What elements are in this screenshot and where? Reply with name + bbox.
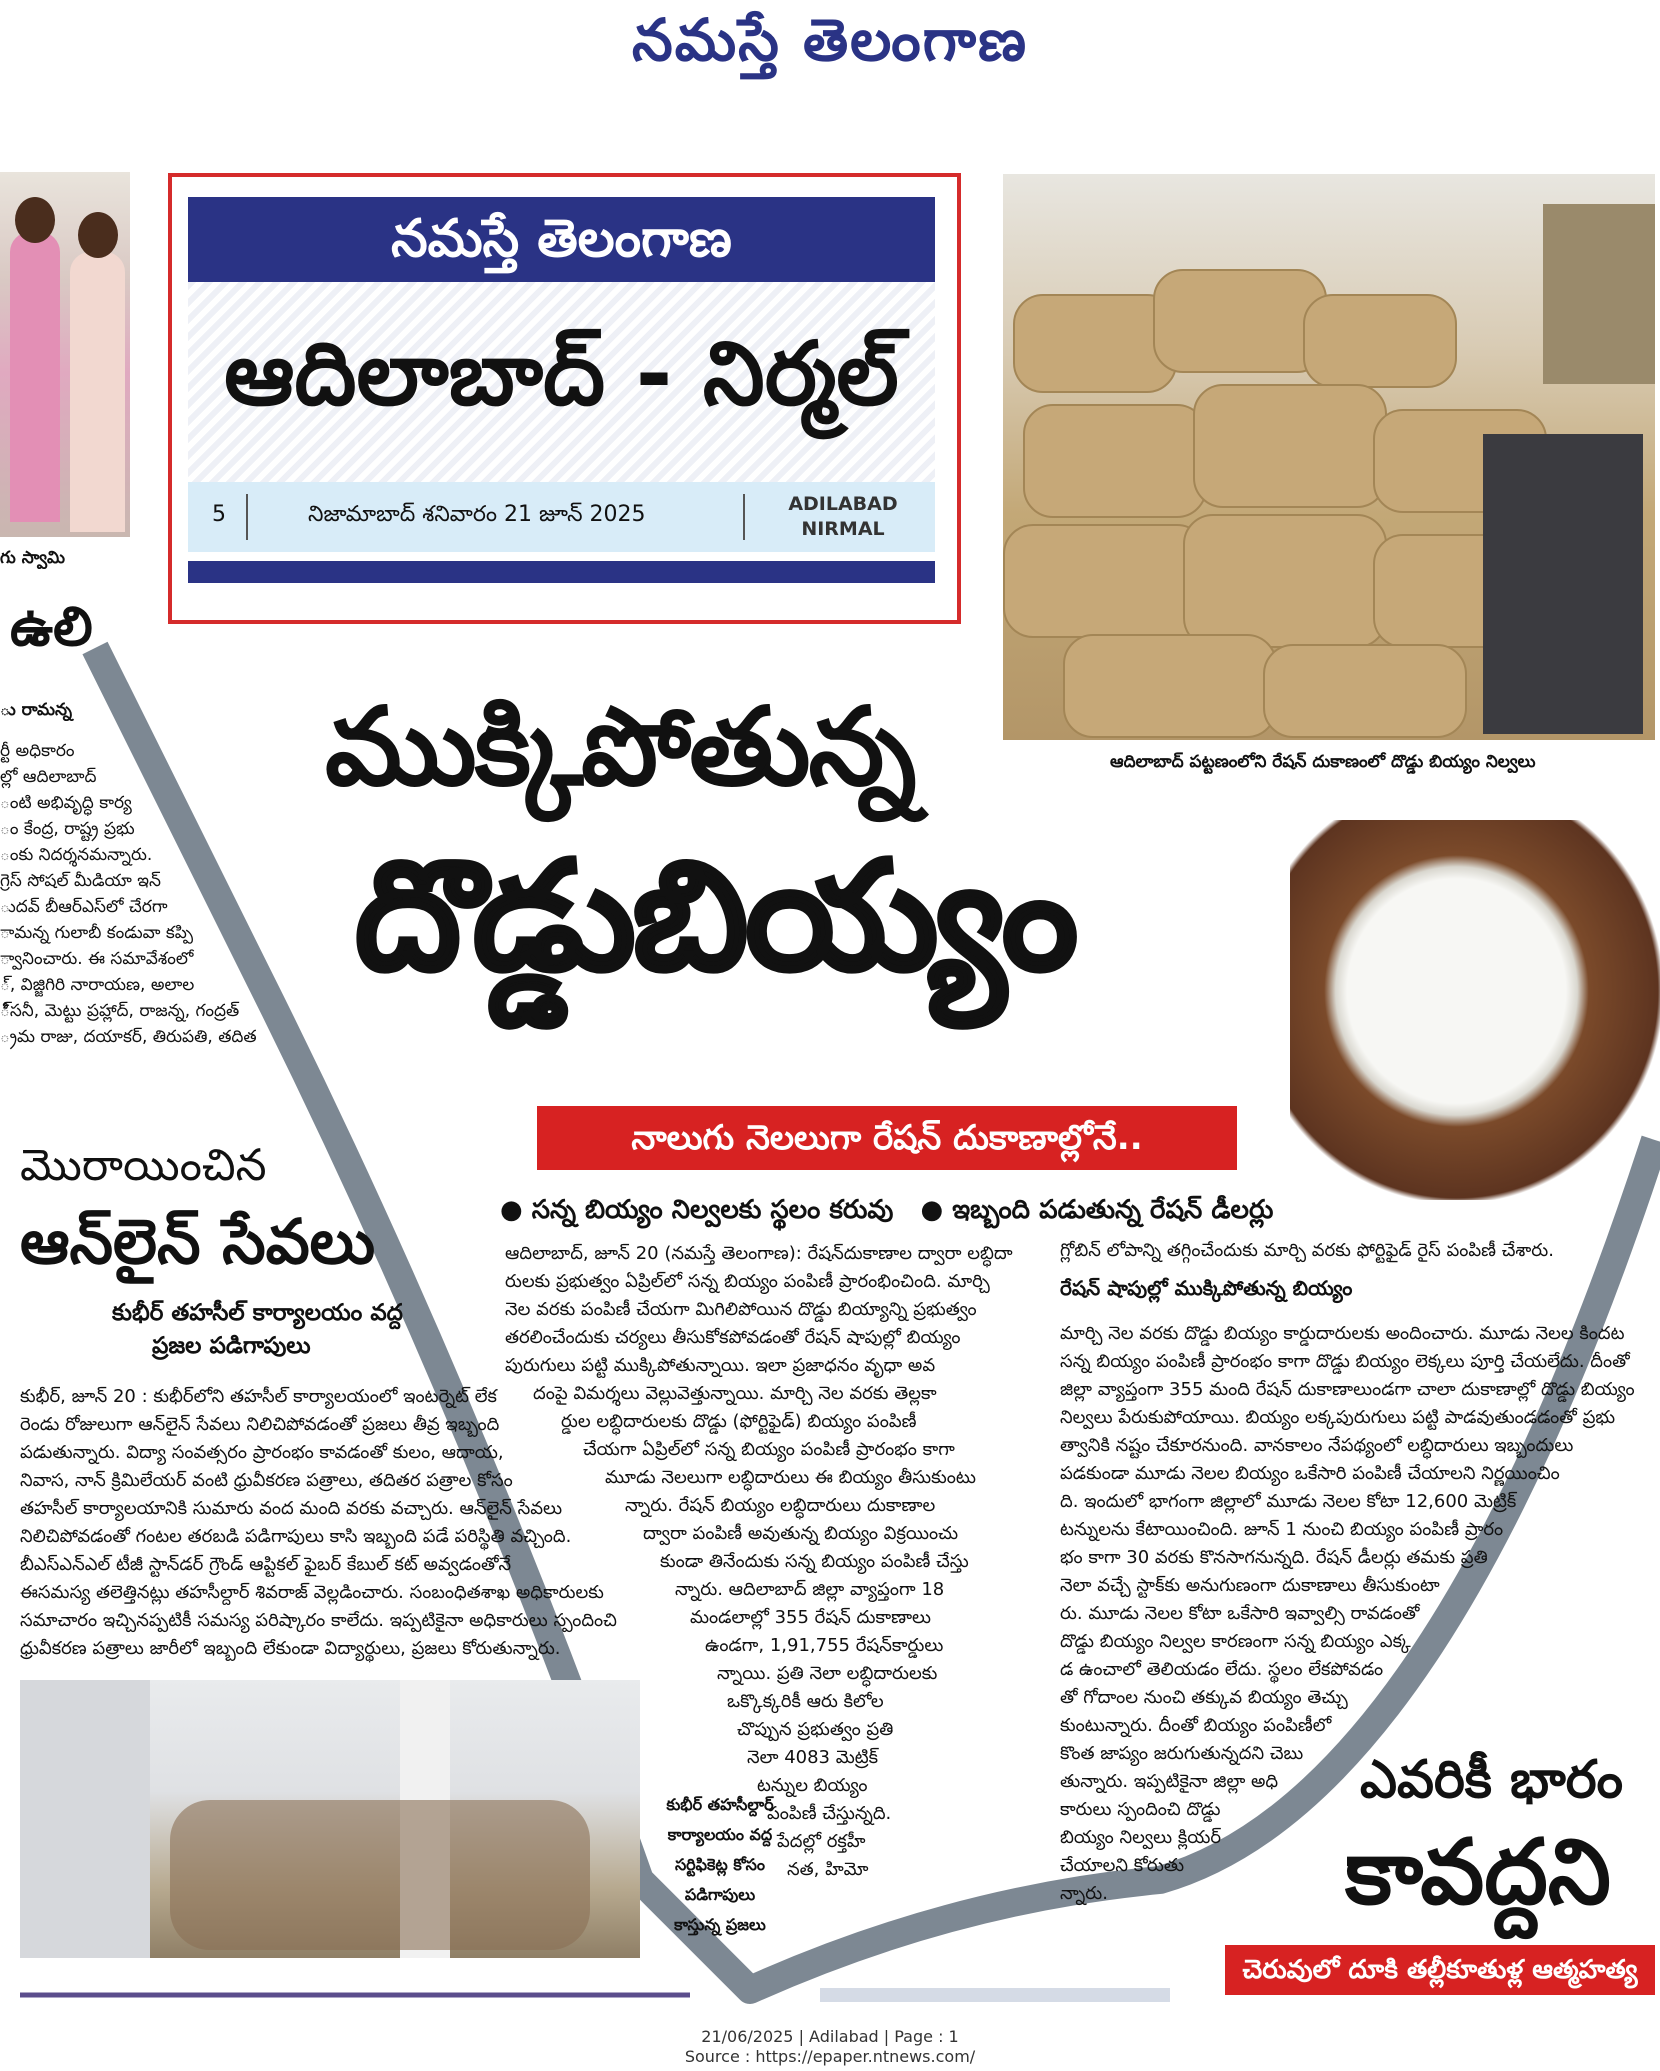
rice-sacks-photo xyxy=(1003,174,1655,740)
photo-caption-fragment: గు స్వామి xyxy=(0,548,66,568)
right-column-subhead: రేషన్ షాపుల్లో ముక్కిపోతున్న బియ్యం xyxy=(1060,1276,1353,1300)
bullet-points: ● సన్న బియ్యం నిల్వలకు స్థలం కరువు ● ఇబ్బంది పడుతున్న రేషన్ డీలర్లు xyxy=(500,1195,1274,1225)
online-story-sub2: ప్రజల పడిగాపులు xyxy=(152,1333,311,1359)
right-column-top-line: గ్లోబిన్ లోపాన్ని తగ్గించేందుకు మార్చి వరకు ఫోర్టిఫైడ్ రైస్ పంపిణీ చేశారు. xyxy=(1060,1240,1554,1261)
red-banner: నాలుగు నెలలుగా రేషన్ దుకాణాల్లోనే.. xyxy=(537,1106,1237,1170)
bottom-red-banner: చెరువులో దూకి తల్లీకూతుళ్ల ఆత్మహత్య xyxy=(1225,1945,1655,1995)
footer-source-line: Source : https://epaper.ntnews.com/ xyxy=(684,2047,976,2066)
footer-date-line: 21/06/2025 | Adilabad | Page : 1 xyxy=(701,2027,959,2046)
right-column-body: మార్చి నెల వరకు దొడ్డు బియ్యం కార్డుదారులకు అందించారు. మూడు నెలల కిందట సన్న బియ్యం పంపిణీ ప్రారంభం కాగా దొడ్డు బియ్యం లెక్కలు పూర్తి చేయలేదు. దీంతో జిల్లా వ్యాప్తంగా 355 మంది రేషన్ దుకాణాలుండగా చాలా దుకాణాల్లో దొడ్డు బియ్యం నిల్వలు పేరుకుపోయాయి. బియ్యం లక్కపురుగులు పట్టి పాడవుతుండడంతో ప్రభు త్వానికి నష్టం చేకూరనుంది. వానకాలం నేపథ్యంలో లబ్ధిదారులు ఇబ్బందులు పడకుండా మూడు నెలల బియ్యం ఒకేసారి పంపిణీ చేయాలని నిర్ణయించిం ది. ఇందులో భాగంగా జిల్లాలో మూడు నెలల కోటా 12,600 మెట్రిక్ టన్నులను కేటాయించింది. జూన్ 1 నుంచి బియ్యం పంపిణీ ప్రారం భం కాగా 30 వరకు కొనసాగనున్నది. రేషన్ డీలర్లు తమకు ప్రతి నెలా వచ్చే స్టాక్‌కు అనుగుణంగా దుకాణాలు తీసుకుంటా రు. మూడు నెలల కోటా ఒకేసారి ఇవ్వాల్సి రావడంతో దొడ్డు బియ్యం నిల్వల కారణంగా సన్న బియ్యం ఎక్క డ ఉంచాలో తెలియడం లేదు. స్థలం లేకపోవడం తో గోదాంల నుంచి తక్కువ బియ్యం తెచ్చు కుంటున్నారు. దీంతో బియ్యం పంపిణీలో కొంత జాప్యం జరుగుతున్నదని చెబు తున్నారు. ఇప్పటికైనా జిల్లా అధి కారులు స్పందించి దొడ్డు బియ్యం నిల్వలు క్లియర్ చేయాలని కోరుతు న్నారు. xyxy=(1060,1323,1635,1904)
main-headline-bottom: దొడ్డుబియ్యం xyxy=(355,830,1076,1004)
rice-photo-caption: ఆదిలాబాద్ పట్టణంలోని రేషన్ దుకాణంలో దొడ్డు బియ్యం నిల్వలు xyxy=(1110,752,1536,772)
online-story-sub1: కుభీర్ తహసీల్ కార్యాలయం వద్ద xyxy=(112,1300,403,1326)
edition-english: ADILABAD NIRMAL xyxy=(788,493,898,540)
main-headline-top: ముక్కిపోతున్న xyxy=(325,685,915,810)
edition-box xyxy=(168,173,961,624)
edition-name: ఆదిలాబాద్ - నిర్మల్ xyxy=(224,322,899,425)
left-column-text: ర్టీ అధికారం ల్లో ఆదిలాబాద్ ంటి అభివృద్ధి కార్య ం కేంద్ర, రాష్ట్ర ప్రభు ంకు నిదర్శనమన్నారు. గ్రెస్ సోషల్ మీడియా ఇన్ ుదవ్ బీఆర్ఎస్‌లో చేరగా ామన్న గులాబీ కండువా కప్పి ్వానించారు. ఈ సమావేశంలో ్‌, విజ్జిగిరి నారాయణ, అలాల ి్సనీ, మెట్టు ప్రహ్లాద్, రాజన్న, గంద్రత్ ్రమ రాజు, దయాకర్, తిరుపతి, తదిత xyxy=(0,741,257,1047)
masthead: నమస్తే తెలంగాణ xyxy=(632,6,1028,74)
edition-info-bar xyxy=(188,482,935,552)
crowd-photo-caption: కుభీర్ తహసీల్దార్ కార్యాలయం వద్ద సర్టిఫికెట్ల కోసం పడిగాపులు కాస్తున్న ప్రజలు xyxy=(666,1795,774,1934)
page-number: 5 xyxy=(212,502,226,527)
side-story-kicker: ఎవరికీ భారం xyxy=(1360,1750,1623,1810)
left-headline-fragment: ఉలి xyxy=(10,595,93,658)
edition-paper-name: నమస్తే తెలంగాణ xyxy=(188,197,935,282)
left-byline: ు రామన్న xyxy=(0,700,72,720)
online-story-headline: ఆన్‌లైన్ సేవలు xyxy=(20,1205,376,1278)
online-story-kicker: మొరాయించిన xyxy=(20,1140,267,1191)
hand-with-rice-photo xyxy=(1290,820,1660,1200)
online-story-body: కుభీర్, జూన్ 20 : కుభీర్‌లోని తహసీల్ కార్యాలయంలో ఇంటర్నెట్ లేక రెండు రోజులుగా ఆన్‌లైన్ సేవలు నిలిచిపోవడంతో ప్రజలు తీవ్ర ఇబ్బంది పడుతున్నారు. విద్యా సంవత్సరం ప్రారంభం కావడంతో కులం, ఆదాయ, నివాస, నాన్ క్రిమిలేయర్ వంటి ధ్రువీకరణ పత్రాలు, తదితర పత్రాల కోసం తహసీల్ కార్యాలయానికి సుమారు వంద మంది వరకు వచ్చారు. ఆన్‌లైన్ సేవలు నిలిచిపోవడంతో గంటల తరబడి పడిగాపులు కాసి ఇబ్బంది పడే పరిస్థితి వచ్చింది. బీఎస్ఎన్ఎల్ టీజీ స్టాన్‌డర్ గ్రౌండ్ ఆప్టికల్ ఫైబర్ కేబుల్ కట్ అవ్వడంతోనే ఈసమస్య తలెత్తినట్లు తహసీల్దార్ శివరాజ్ వెల్లడించారు. సంబంధితశాఖ అధికారులకు సమాచారం ఇచ్చినప్పటికీ సమస్య పరిష్కారం కాలేదు. ఇప్పటికైనా అధికారులు స్పందించి ధ్రువీకరణ పత్రాలు జారీలో ఇబ్బంది లేకుండా విద్యార్థులు, ప్రజలు కోరుతున్నారు. xyxy=(20,1386,617,1659)
dateline: నిజామాబాద్ శనివారం 21 జూన్ 2025 xyxy=(308,502,646,527)
side-story-headline: కావద్దని xyxy=(1345,1820,1611,1925)
main-story-body: ఆదిలాబాద్, జూన్ 20 (నమస్తే తెలంగాణ): రేషన్‌దుకాణాల ద్వారా లబ్ధిదా రులకు ప్రభుత్వం ఏప్రిల్‌లో సన్న బియ్యం పంపిణీ ప్రారంభించింది. మార్చి నెల వరకు పంపిణీ చేయగా మిగిలిపోయిన దొడ్డు బియ్యాన్ని ప్రభుత్వం తరలించేందుకు చర్యలు తీసుకోకపోవడంతో రేషన్ షాపుల్లో బియ్యం పురుగులు పట్టి ముక్కిపోతున్నాయి. ఇలా ప్రజాధనం వృధా అవ దంపై విమర్శలు వెల్లువెత్తున్నాయి. మార్చి నెల వరకు తెల్లకా ర్డుల లబ్ధిదారులకు దొడ్డు (ఫోర్టిఫైడ్) బియ్యం పంపిణీ చేయగా ఏప్రిల్‌లో సన్న బియ్యం పంపిణీ ప్రారంభం కాగా మూడు నెలలుగా లబ్ధిదారులు ఈ బియ్యం తీసుకుంటు న్నారు. రేషన్ బియ్యం లబ్ధిదారులు దుకాణాల ద్వారా పంపిణీ అవుతున్న బియ్యం విక్రయించు కుండా తినేందుకు సన్న బియ్యం పంపిణీ చేస్తు న్నారు. ఆదిలాబాద్ జిల్లా వ్యాప్తంగా 18 మండలాల్లో 355 రేషన్ దుకాణాలు ఉండగా, 1,91,755 రేషన్‌కార్డులు న్నాయి. ప్రతి నెలా లబ్ధిదారులకు ఒక్కొక్కరికీ ఆరు కిలోల చొప్పున ప్రభుత్వం ప్రతి నెలా 4083 మెట్రిక్ టన్నుల బియ్యం పంపిణీ చేస్తున్నది. పేదల్లో రక్తహీ నత, హిమో xyxy=(505,1243,1013,1880)
